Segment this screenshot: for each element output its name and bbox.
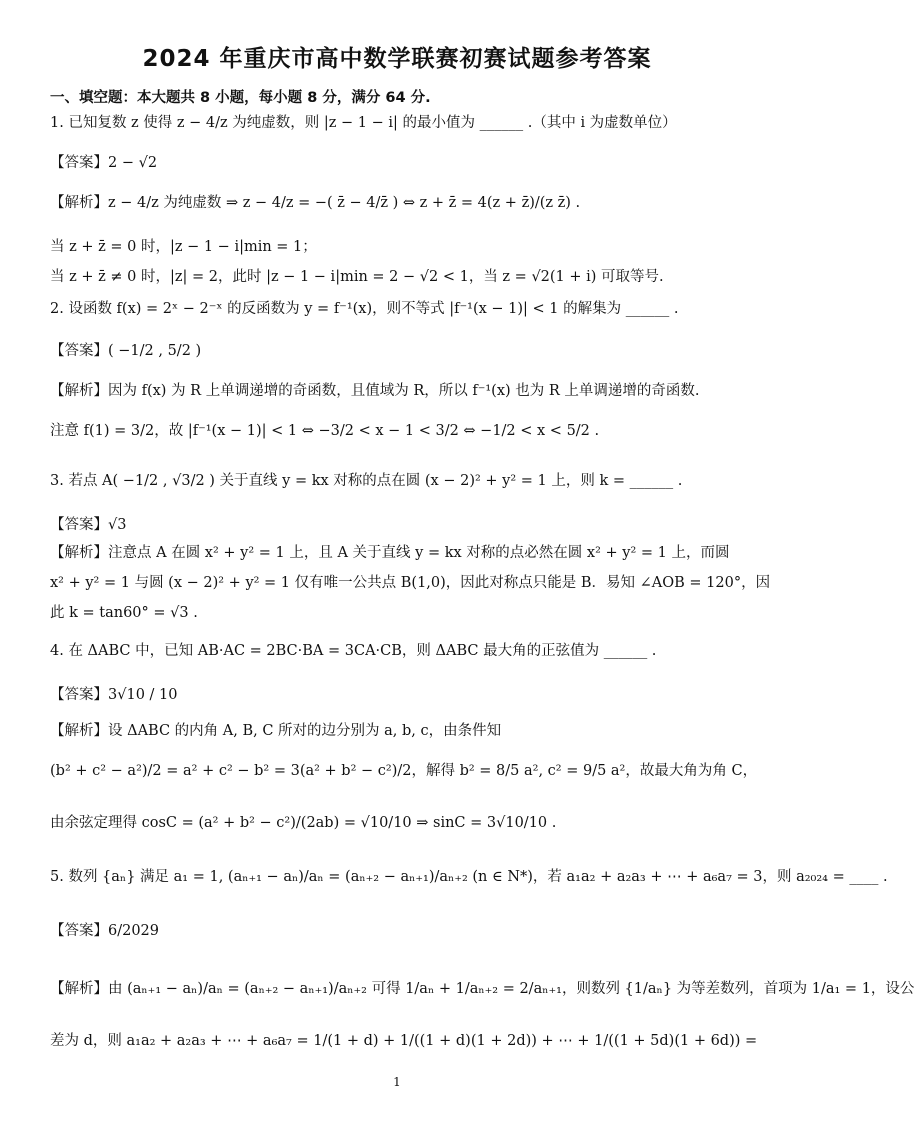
text-line: 当 z + z̄ = 0 时，|z − 1 − i|min = 1； — [50, 239, 317, 255]
text-line: 3. 若点 A( −1/2 , √3/2 ) 关于直线 y = kx 对称的点在圆 (x − 2)² + y² = 1 上，则 k = ______ . — [50, 473, 683, 489]
text-line: 【答案】√3 — [50, 517, 127, 533]
text-line: 当 z + z̄ ≠ 0 时，|z| = 2，此时 |z − 1 − i|min = 2 − √2 < 1，当 z = √2(1 + i) 可取等号. — [50, 269, 664, 285]
text-line: 5. 数列 {aₙ} 满足 a₁ = 1, (aₙ₊₁ − aₙ)/aₙ = (aₙ₊₂ − aₙ₊₁)/aₙ₊₂ (n ∈ N*)，若 a₁a₂ + a₂a₃ + ⋯ + a₆a₇ = 3，则 a₂₀₂₄ = ____ . — [50, 869, 888, 885]
text-line: 此 k = tan60° = √3 . — [50, 605, 198, 621]
text-line: 2. 设函数 f(x) = 2ˣ − 2⁻ˣ 的反函数为 y = f⁻¹(x)，则不等式 |f⁻¹(x − 1)| < 1 的解集为 ______ . — [50, 301, 679, 317]
text-line: 【解析】z − 4/z 为纯虚数 ⇒ z − 4/z = −( z̄ − 4/z̄ ) ⇔ z + z̄ = 4(z + z̄)/(z z̄) . — [50, 195, 581, 211]
text-line: 【解析】由 (aₙ₊₁ − aₙ)/aₙ = (aₙ₊₂ − aₙ₊₁)/aₙ₊₂ 可得 1/aₙ + 1/aₙ₊₂ = 2/aₙ₊₁，则数列 {1/aₙ} 为等差数列，首项为 1/a₁ = 1，设公 — [50, 981, 914, 997]
text-line: 【解析】因为 f(x) 为 R 上单调递增的奇函数，且值域为 R，所以 f⁻¹(x) 也为 R 上单调递增的奇函数. — [50, 383, 700, 399]
text-line: 【解析】设 ΔABC 的内角 A, B, C 所对的边分别为 a, b, c，由条件知 — [50, 723, 502, 739]
page-title: 2024 年重庆市高中数学联赛初赛试题参考答案 — [142, 46, 652, 72]
text-line: 【答案】3√10 / 10 — [50, 687, 178, 703]
text-line: (b² + c² − a²)/2 = a² + c² − b² = 3(a² + b² − c²)/2，解得 b² = 8/5 a², c² = 9/5 a²，故最大角为角 C， — [50, 763, 758, 779]
text-line: 由余弦定理得 cosC = (a² + b² − c²)/(2ab) = √10/10 ⇒ sinC = 3√10/10 . — [50, 815, 557, 831]
section-heading: 一、填空题：本大题共 8 小题，每小题 8 分，满分 64 分. — [50, 90, 431, 106]
text-line: 4. 在 ΔABC 中，已知 AB·AC = 2BC·BA = 3CA·CB，则 ΔABC 最大角的正弦值为 ______ . — [50, 643, 657, 659]
text-line: 【答案】( −1/2 , 5/2 ) — [50, 343, 202, 359]
text-line: 【答案】2 − √2 — [50, 155, 158, 171]
text-line: 注意 f(1) = 3/2，故 |f⁻¹(x − 1)| < 1 ⇔ −3/2 < x − 1 < 3/2 ⇔ −1/2 < x < 5/2 . — [50, 423, 600, 439]
text-line: x² + y² = 1 与圆 (x − 2)² + y² = 1 仅有唯一公共点 B(1,0)，因此对称点只能是 B．易知 ∠AOB = 120°，因 — [50, 575, 771, 591]
text-line: 【解析】注意点 A 在圆 x² + y² = 1 上，且 A 关于直线 y = kx 对称的点必然在圆 x² + y² = 1 上，而圆 — [50, 545, 730, 561]
text-line: 差为 d，则 a₁a₂ + a₂a₃ + ⋯ + a₆a₇ = 1/(1 + d) + 1/((1 + d)(1 + 2d)) + ⋯ + 1/((1 + 5d)(1 + 6d)) = — [50, 1033, 758, 1049]
text-line: 【答案】6/2029 — [50, 923, 160, 939]
page-number: 1 — [393, 1075, 401, 1089]
text-line: 1. 已知复数 z 使得 z − 4/z 为纯虚数，则 |z − 1 − i| 的最小值为 ______ .（其中 i 为虚数单位） — [50, 115, 677, 131]
